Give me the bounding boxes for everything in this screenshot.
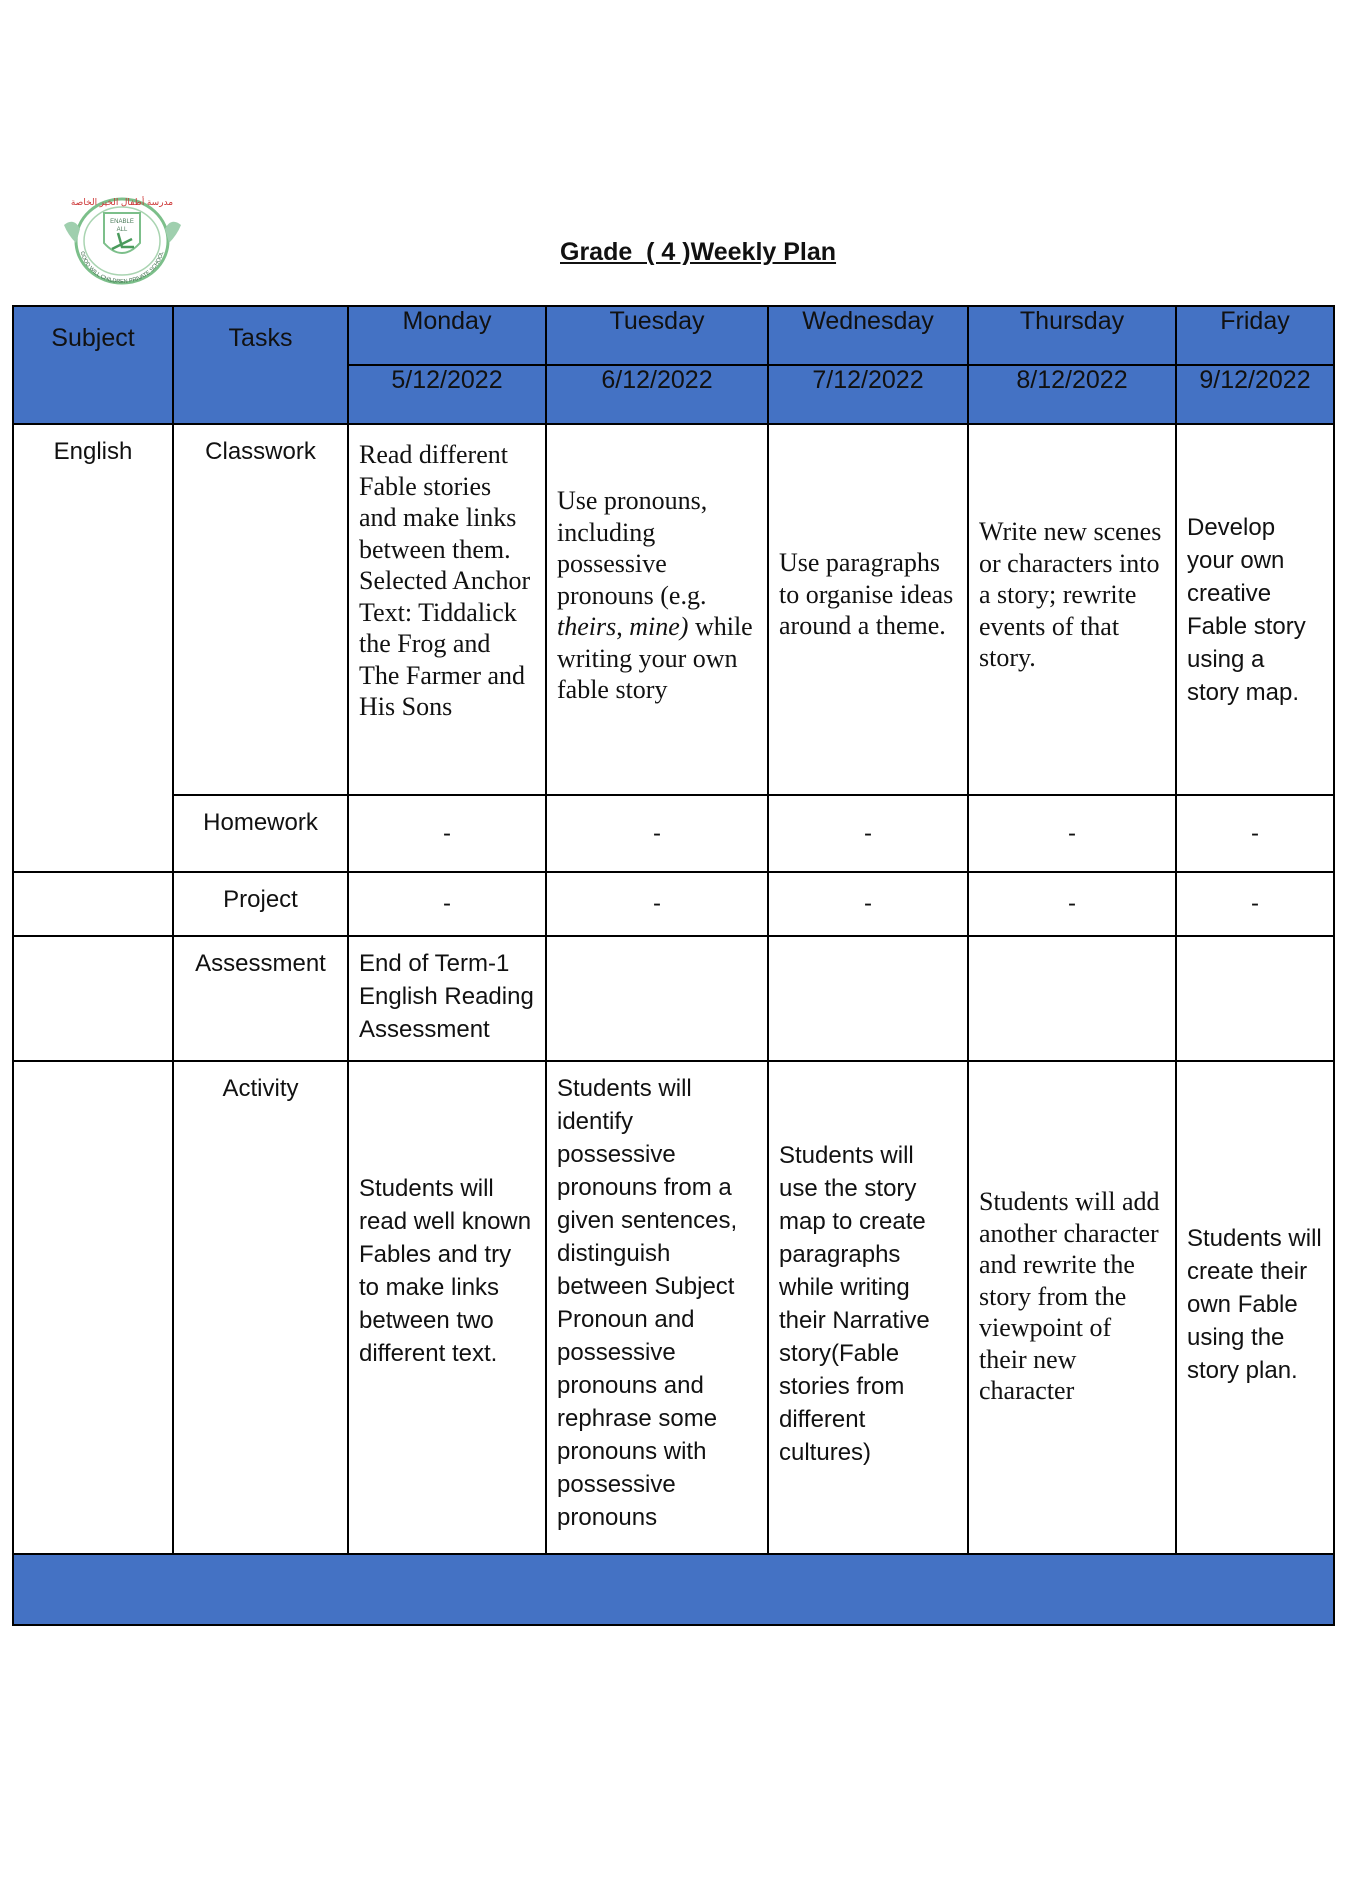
homework-tuesday: - — [546, 795, 768, 872]
activity-monday: Students will read well known Fables and try to make links between two different text. — [348, 1061, 546, 1554]
activity-subject-empty — [13, 1061, 173, 1554]
page-title: Grade ( 4 )Weekly Plan — [560, 238, 837, 266]
classwork-tuesday-mine: mine) — [629, 612, 689, 641]
activity-friday: Students will create their own Fable using the story plan. — [1176, 1061, 1334, 1554]
assessment-thursday — [968, 936, 1176, 1061]
classwork-tuesday-post: while writing your own fable story — [557, 612, 753, 704]
svg-text:GOOD WILL CHILDREN PRIVATE SCH — [79, 251, 166, 285]
row-classwork — [13, 424, 1334, 795]
activity-thursday: Students will add another character and rewrite the story from the viewpoint of their new character — [968, 1061, 1176, 1554]
header-day-thursday: Thursday — [968, 306, 1176, 365]
logo-motto-line1: ENABLE — [110, 219, 134, 225]
task-activity: Activity — [173, 1061, 348, 1554]
activity-tuesday: Students will identify possessive pronouns from a given sentences, distinguish between Subject Pronoun and possessive pronouns and rephrase some pronouns with possessive pronouns — [546, 1061, 768, 1554]
project-tuesday: - — [546, 872, 768, 936]
classwork-tuesday — [546, 424, 768, 795]
classwork-monday: Read different Fable stories and make links between them. Selected Anchor Text: Tiddalick the Frog and The Farmer and His Sons — [348, 424, 546, 795]
task-homework: Homework — [173, 795, 348, 872]
classwork-wednesday: Use paragraphs to organise ideas around a theme. — [768, 424, 968, 795]
logo-motto-line2: ALL — [116, 227, 128, 233]
header-day-tuesday: Tuesday — [546, 306, 768, 365]
homework-monday: - — [348, 795, 546, 872]
project-monday: - — [348, 872, 546, 936]
header-date-wednesday: 7/12/2022 — [768, 365, 968, 424]
row-project — [13, 872, 1334, 936]
assessment-wednesday — [768, 936, 968, 1061]
project-wednesday: - — [768, 872, 968, 936]
task-classwork: Classwork — [173, 424, 348, 795]
homework-thursday: - — [968, 795, 1176, 872]
classwork-friday: Develop your own creative Fable story using a story map. — [1176, 424, 1334, 795]
project-thursday: - — [968, 872, 1176, 936]
logo-school-name: GOOD WILL CHILDREN PRIVATE SCHOOL — [78, 250, 166, 286]
assessment-friday — [1176, 936, 1334, 1061]
header-day-wednesday: Wednesday — [768, 306, 968, 365]
header-day-monday: Monday — [348, 306, 546, 365]
subject-english: English — [13, 424, 173, 872]
header-tasks: Tasks — [173, 306, 348, 424]
header-date-thursday: 8/12/2022 — [968, 365, 1176, 424]
header-subject: Subject — [13, 306, 173, 424]
header-date-monday: 5/12/2022 — [348, 365, 546, 424]
project-subject-empty — [13, 872, 173, 936]
homework-wednesday: - — [768, 795, 968, 872]
row-activity — [13, 1061, 1334, 1554]
classwork-tuesday-theirs: theirs — [557, 612, 617, 641]
homework-friday: - — [1176, 795, 1334, 872]
activity-wednesday: Students will use the story map to create paragraphs while writing their Narrative story(Fable stories from different cultures) — [768, 1061, 968, 1554]
project-friday: - — [1176, 872, 1334, 936]
task-project: Project — [173, 872, 348, 936]
task-assessment: Assessment — [173, 936, 348, 1061]
footer-bar — [13, 1554, 1334, 1625]
header-date-tuesday: 6/12/2022 — [546, 365, 768, 424]
row-assessment — [13, 936, 1334, 1061]
assessment-monday: End of Term-1 English Reading Assessment — [348, 936, 546, 1061]
assessment-tuesday — [546, 936, 768, 1061]
classwork-tuesday-sep: , — [616, 612, 623, 641]
assessment-subject-empty — [13, 936, 173, 1061]
footer-row — [13, 1554, 1334, 1625]
school-logo — [60, 185, 185, 290]
row-homework — [13, 795, 1334, 872]
weekly-plan-table — [12, 305, 1335, 1626]
logo-arabic-text: مدرسة أطفال الخير الخاصة — [70, 197, 174, 207]
header-date-friday: 9/12/2022 — [1176, 365, 1334, 424]
classwork-tuesday-pre: Use pronouns, including possessive pronouns (e.g. — [557, 486, 708, 610]
classwork-thursday: Write new scenes or characters into a story; rewrite events of that story. — [968, 424, 1176, 795]
header-row-days — [13, 306, 1334, 365]
header-day-friday: Friday — [1176, 306, 1334, 365]
